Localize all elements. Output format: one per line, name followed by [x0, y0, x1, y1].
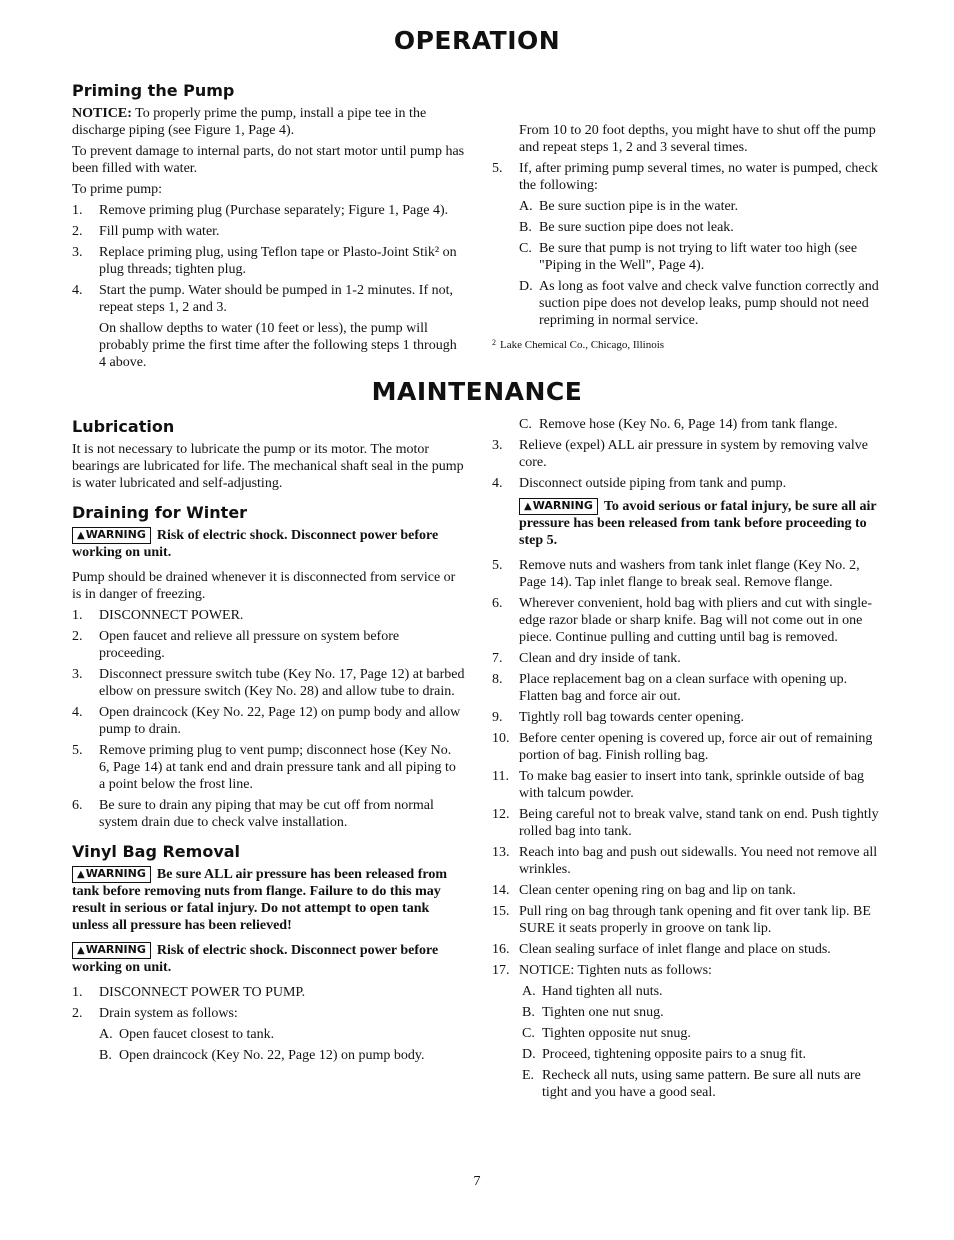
lubrication-heading: Lubrication: [72, 417, 175, 436]
list-item: 4. Open draincock (Key No. 22, Page 12) on pump body and allow pump to drain.: [72, 705, 461, 737]
list-item: 6. Be sure to drain any piping that may be cut off from normal system drain due to check valve installation.: [72, 798, 434, 830]
draining-heading: Draining for Winter: [72, 503, 248, 522]
list-item: 5. Remove priming plug to vent pump; disconnect hose (Key No. 6, Page 14) at tank end and drain pressure tank and all piping to a point below the frost line.: [72, 743, 456, 792]
warning-triangle-icon: ▲: [77, 869, 85, 880]
list-item: 6. Wherever convenient, hold bag with pliers and cut with single-edge razor blade or sharp knife. Bag will not come out in one piece. Continue pulling and cutting until bag is removed.: [492, 596, 873, 645]
warning-badge: ▲WARNING: [72, 527, 151, 544]
list-item: 5. If, after priming pump several times, no water is pumped, check the following:: [492, 161, 878, 193]
warning-badge: ▲WARNING: [72, 866, 151, 883]
list-item: C. Tighten opposite nut snug.: [522, 1026, 691, 1041]
priming-section: [72, 82, 465, 371]
lubrication-text: It is not necessary to lubricate the pump or its motor. The motor bearings are lubricated for life. The mechanical shaft seal in the pump is water lubricated and self-adjusting.: [72, 442, 464, 491]
vinyl-steps: [492, 557, 882, 979]
list-item: 9. Tightly roll bag towards center opening.: [492, 710, 745, 725]
draining-intro: Pump should be drained whenever it is disconnected from service or is in danger of freezing.: [72, 570, 456, 602]
list-item: 3. Replace priming plug, using Teflon tape or Plasto-Joint Stik² on plug threads; tighten plug.: [72, 245, 457, 277]
list-item: B. Tighten one nut snug.: [522, 1005, 664, 1020]
draining-steps: [72, 607, 465, 831]
priming-depth-note: From 10 to 20 foot depths, you might have to shut off the pump and repeat steps 1, 2 and 3 several times.: [519, 123, 876, 155]
list-item: 5. Remove nuts and washers from tank inlet flange (Key No. 2, Page 14). Tap inlet flange to break seal. Remove flange.: [492, 558, 860, 590]
vinyl-warning-shock: ▲WARNING Risk of electric shock. Disconnect power before working on unit.: [72, 943, 439, 975]
footnote: 2 Lake Chemical Co., Chicago, Illinois: [492, 338, 665, 351]
vinyl-warning-pressure: ▲WARNING Be sure ALL air pressure has been released from tank before removing nuts from flange. Failure to do this may result in serious or fatal injury. Do not attempt to open tank unless all pressure has been relieved!: [72, 867, 447, 933]
list-item: 1. DISCONNECT POWER TO PUMP.: [72, 985, 306, 1000]
priming-notice: NOTICE: To properly prime the pump, install a pipe tee in the discharge piping (see Figure 1, Page 4).: [72, 106, 427, 138]
list-item: B. Be sure suction pipe does not leak.: [519, 220, 734, 235]
list-item: 2. Fill pump with water.: [72, 224, 220, 239]
list-item: 15. Pull ring on bag through tank opening and fit over tank lip. BE SURE it seats properly in groove on tank lip.: [492, 904, 871, 936]
list-item: E. Recheck all nuts, using same pattern. Be sure all nuts are tight and you have a good seal.: [522, 1068, 861, 1100]
list-item: 2. Drain system as follows:: [72, 1006, 238, 1021]
list-item: 1. Remove priming plug (Purchase separately; Figure 1, Page 4).: [72, 203, 449, 218]
warning-triangle-icon: ▲: [77, 945, 85, 956]
maintenance-left-column: [72, 418, 465, 1068]
warning-triangle-icon: ▲: [77, 530, 85, 541]
priming-shallow-note: On shallow depths to water (10 feet or less), the pump will probably prime the first time after the following steps 1 through 4 above.: [99, 321, 457, 370]
draining-warning: ▲WARNING Risk of electric shock. Disconnect power before working on unit.: [72, 528, 439, 560]
warning-badge: ▲WARNING: [519, 498, 598, 515]
list-item: 2. Open faucet and relieve all pressure on system before proceeding.: [72, 629, 400, 661]
list-item: 17. NOTICE: Tighten nuts as follows:: [492, 963, 712, 978]
page-number: 7: [473, 1174, 481, 1189]
vinyl-bag-heading: Vinyl Bag Removal: [72, 842, 241, 861]
list-item: 7. Clean and dry inside of tank.: [492, 651, 681, 666]
list-item: 11. To make bag easier to insert into tank, sprinkle outside of bag with talcum powder.: [492, 769, 865, 801]
list-item: B. Open draincock (Key No. 22, Page 12) on pump body.: [99, 1048, 425, 1063]
priming-section-continued: [492, 82, 882, 354]
list-item: C. Remove hose (Key No. 6, Page 14) from tank flange.: [519, 417, 838, 432]
warning-badge: ▲WARNING: [72, 942, 151, 959]
list-item: 12. Being careful not to break valve, stand tank on end. Push tightly rolled bag into tank.: [492, 807, 879, 839]
list-item: 1. DISCONNECT POWER.: [72, 608, 244, 623]
list-item: D. Proceed, tightening opposite pairs to a snug fit.: [522, 1047, 807, 1062]
list-item: 8. Place replacement bag on a clean surface with opening up. Flatten bag and force air out.: [492, 672, 848, 704]
list-item: 3. Disconnect pressure switch tube (Key No. 17, Page 12) at barbed elbow on pressure switch (Key No. 28) and allow tube to drain.: [72, 667, 465, 699]
list-item: 4. Disconnect outside piping from tank and pump.: [492, 476, 787, 491]
list-item: 3. Relieve (expel) ALL air pressure in system by removing valve core.: [492, 438, 868, 470]
list-item: A. Be sure suction pipe is in the water.: [519, 199, 739, 214]
maintenance-right-column: [492, 416, 882, 1105]
vinyl-warning-step5: ▲WARNING To avoid serious or fatal injury, be sure all air pressure has been released from tank before proceeding to step 5.: [519, 499, 877, 548]
list-item: 13. Reach into bag and push out sidewalls. You need not remove all wrinkles.: [492, 845, 878, 877]
operation-title: OPERATION: [393, 26, 561, 55]
list-item: 14. Clean center opening ring on bag and lip on tank.: [492, 883, 796, 898]
priming-steps: [72, 202, 465, 316]
list-item: 16. Clean sealing surface of inlet flange and place on studs.: [492, 942, 831, 957]
maintenance-title: MAINTENANCE: [371, 377, 583, 406]
list-item: A. Hand tighten all nuts.: [522, 984, 663, 999]
warning-triangle-icon: ▲: [524, 501, 532, 512]
list-item: 10. Before center opening is covered up, force air out of remaining portion of bag. Finish rolling bag.: [492, 731, 873, 763]
priming-intro: To prime pump:: [72, 182, 163, 197]
list-item: 4. Start the pump. Water should be pumped in 1-2 minutes. If not, repeat steps 1, 2 and 3.: [72, 283, 454, 315]
list-item: C. Be sure that pump is not trying to lift water too high (see "Piping in the Well", Page 4).: [519, 241, 858, 273]
list-item: A. Open faucet closest to tank.: [99, 1027, 275, 1042]
priming-heading: Priming the Pump: [72, 81, 235, 100]
list-item: D. As long as foot valve and check valve function correctly and suction pipe does not develop leaks, pump should not need repriming in normal service.: [519, 279, 879, 328]
priming-paragraph: To prevent damage to internal parts, do not start motor until pump has been filled with water.: [72, 144, 465, 176]
